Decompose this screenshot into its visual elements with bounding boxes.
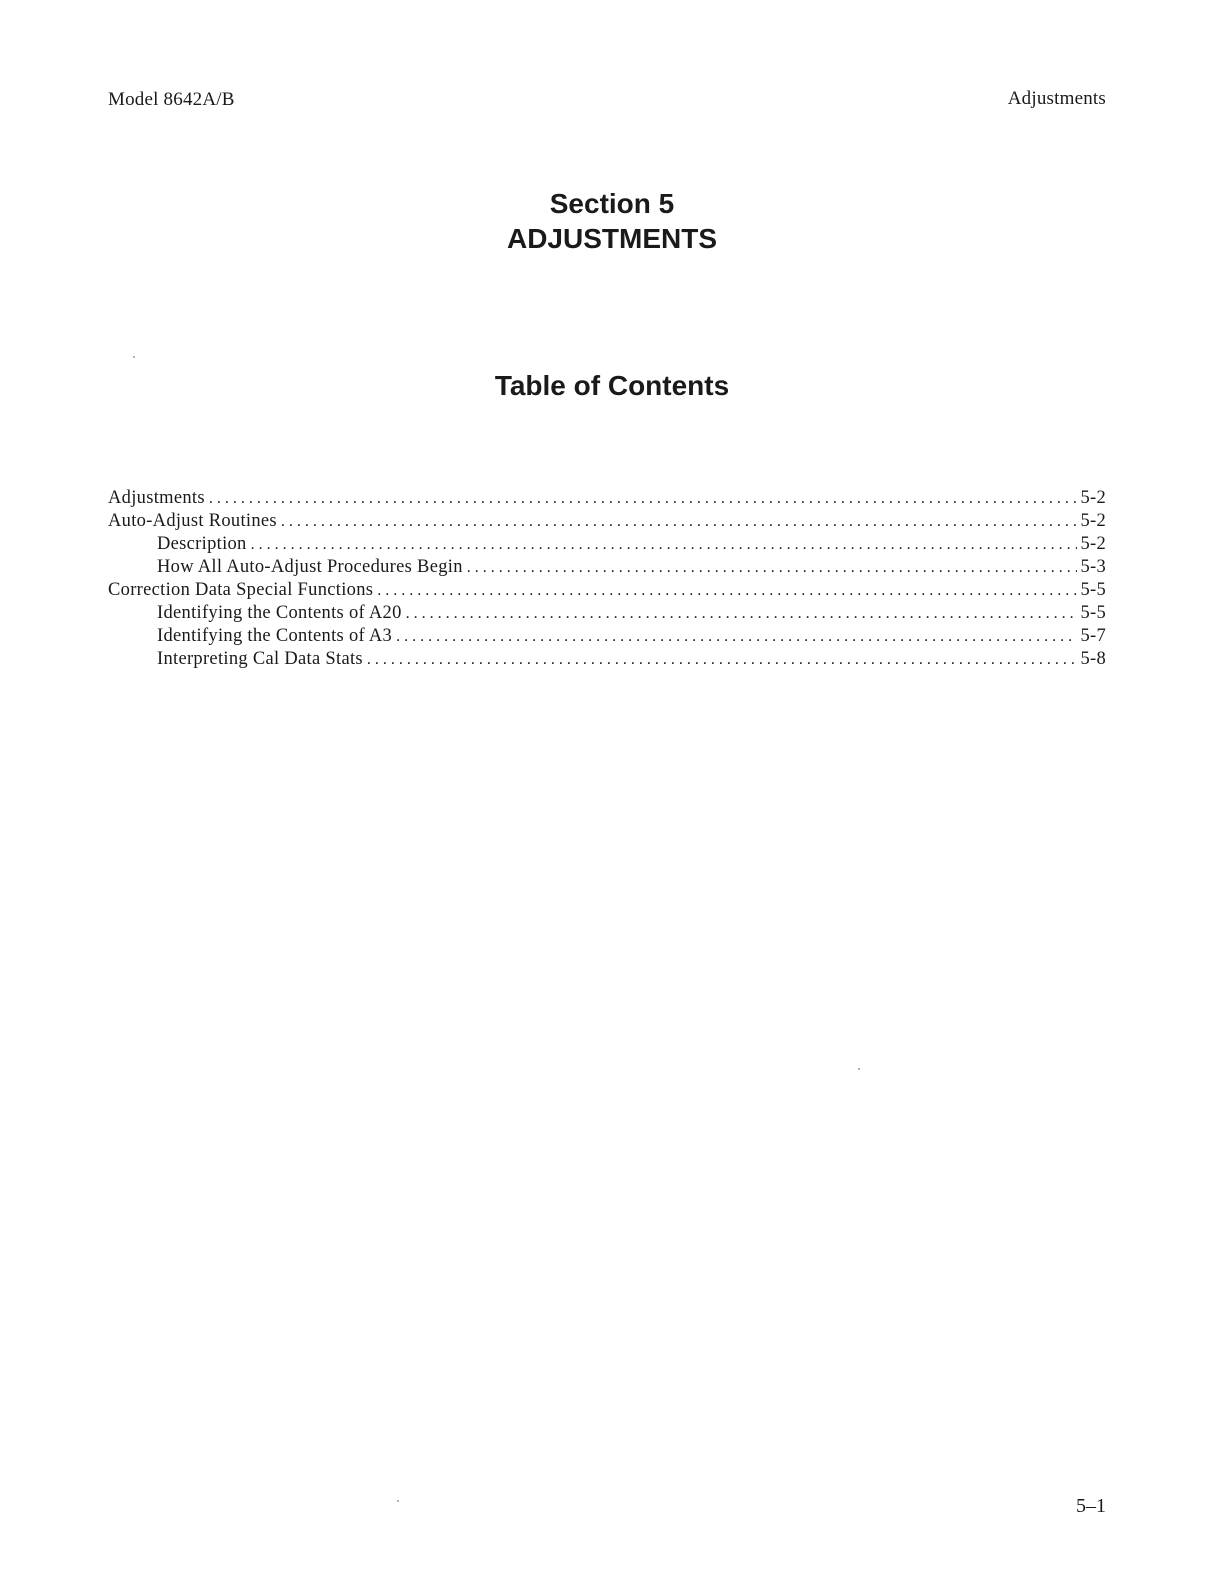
toc-entry[interactable] bbox=[108, 510, 1106, 533]
toc-dot-leader bbox=[467, 556, 1078, 579]
toc-dot-leader bbox=[209, 487, 1078, 510]
toc-entry[interactable] bbox=[108, 625, 1106, 648]
toc-entry-page: 5-8 bbox=[1080, 649, 1106, 669]
page-number: 5–1 bbox=[1076, 1495, 1106, 1517]
header-model: Model 8642A/B bbox=[108, 89, 235, 110]
scan-speck bbox=[397, 1500, 399, 1502]
toc-entry[interactable] bbox=[108, 487, 1106, 510]
toc-entry-page: 5-5 bbox=[1080, 603, 1106, 623]
toc-entry-label: Identifying the Contents of A3 bbox=[157, 626, 393, 646]
toc-entry-page: 5-3 bbox=[1080, 557, 1106, 577]
toc-entry-page: 5-5 bbox=[1080, 580, 1106, 600]
toc-entry-label: Identifying the Contents of A20 bbox=[157, 603, 402, 623]
toc-entry-label: Correction Data Special Functions bbox=[108, 580, 374, 600]
toc-entry[interactable] bbox=[108, 602, 1106, 625]
toc-title: Table of Contents bbox=[494, 370, 730, 401]
toc-entry[interactable] bbox=[108, 556, 1106, 579]
scan-speck bbox=[858, 1068, 860, 1070]
toc-dot-leader bbox=[281, 510, 1078, 533]
toc-entry-label: How All Auto-Adjust Procedures Begin bbox=[157, 557, 463, 577]
toc-entry-label: Description bbox=[157, 534, 247, 554]
section-number: Section 5 bbox=[549, 188, 675, 219]
toc-dot-leader bbox=[367, 648, 1078, 671]
scan-speck bbox=[133, 356, 135, 358]
toc-list bbox=[108, 487, 1106, 671]
toc-dot-leader bbox=[396, 625, 1077, 648]
toc-entry-page: 5-7 bbox=[1080, 626, 1106, 646]
toc-dot-leader bbox=[406, 602, 1078, 625]
toc-entry[interactable] bbox=[108, 648, 1106, 671]
header-section-name: Adjustments bbox=[1007, 88, 1106, 109]
toc-entry[interactable] bbox=[108, 533, 1106, 556]
toc-entry[interactable] bbox=[108, 579, 1106, 602]
toc-entry-label: Adjustments bbox=[108, 488, 205, 508]
toc-dot-leader bbox=[377, 579, 1077, 602]
toc-entry-page: 5-2 bbox=[1080, 534, 1106, 554]
toc-dot-leader bbox=[251, 533, 1078, 556]
section-title: ADJUSTMENTS bbox=[506, 223, 717, 254]
toc-entry-page: 5-2 bbox=[1080, 488, 1106, 508]
toc-entry-label: Auto-Adjust Routines bbox=[108, 511, 277, 531]
toc-entry-label: Interpreting Cal Data Stats bbox=[157, 649, 363, 669]
section-heading bbox=[0, 186, 1224, 256]
toc-entry-page: 5-2 bbox=[1080, 511, 1106, 531]
